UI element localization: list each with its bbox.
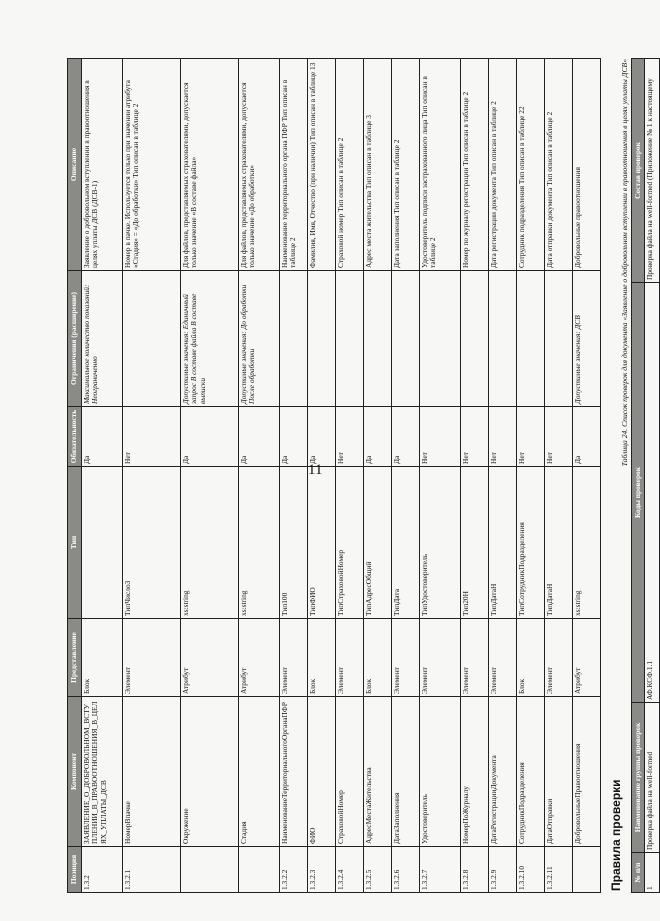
cell-component: ДатаЗаполнения <box>392 697 420 847</box>
table-row <box>573 59 601 893</box>
cell-component: Стадия <box>239 697 280 847</box>
cell-position: 1.3.2.5 <box>364 847 392 893</box>
cell-type: ТипДата <box>392 467 420 619</box>
cell-representation: Элемент <box>420 619 461 697</box>
cell-type: xs:string <box>573 467 601 619</box>
cell-required: Да <box>392 407 420 467</box>
cell-representation: Элемент <box>545 619 573 697</box>
cell-limits <box>420 271 461 407</box>
cell-description: Дата отправки документа Тип описан в таблице 2 <box>545 59 573 271</box>
rules-row <box>645 59 660 893</box>
rules-header-row <box>632 59 645 893</box>
cell-component: НаименованиеТерриториальногоОрганаПФР <box>280 697 308 847</box>
cell-type: xs:string <box>239 467 280 619</box>
cell-limits <box>280 271 308 407</box>
cell-component: ДатаРегистрацииДокумента <box>489 697 517 847</box>
page-number: 11 <box>308 462 323 478</box>
cell-component: ФИО <box>308 697 336 847</box>
col-header-component: Компонент <box>68 697 82 847</box>
cell-component: СтраховойНомер <box>336 697 364 847</box>
cell-representation: Атрибут <box>181 619 239 697</box>
cell-representation: Блок <box>308 619 336 697</box>
cell-limits <box>364 271 392 407</box>
cell-required: Нет <box>420 407 461 467</box>
cell-description: Страховой номер Тип описан в таблице 2 <box>336 59 364 271</box>
cell-representation: Атрибут <box>573 619 601 697</box>
col-header-representation: Представление <box>68 619 82 697</box>
table-row <box>420 59 461 893</box>
cell-limits <box>461 271 489 407</box>
rules-col-header-desc: Состав проверок <box>632 59 645 283</box>
cell-position: 1.3.2.9 <box>489 847 517 893</box>
rules-cell-num: 1 <box>645 853 660 893</box>
cell-required: Да <box>239 407 280 467</box>
cell-type: ТипСтраховойНомер <box>336 467 364 619</box>
cell-representation: Элемент <box>280 619 308 697</box>
cell-position <box>181 847 239 893</box>
cell-limits <box>336 271 364 407</box>
cell-limits <box>308 271 336 407</box>
cell-description: Для файлов, представляемых страхователями, допускается только значение «В составе файла» <box>181 59 239 271</box>
cell-representation: Элемент <box>489 619 517 697</box>
rules-col-header-codes: Коды проверок <box>632 283 645 703</box>
rules-cell-codes: АФ.КСФ.1.1 <box>645 283 660 703</box>
cell-component: НомерВпачке <box>123 697 181 847</box>
cell-limits <box>517 271 545 407</box>
col-header-limits: Ограничения (расширение) <box>68 271 82 407</box>
rules-col-header-name: Наименование группы проверок <box>632 703 645 853</box>
cell-type: Тип100 <box>280 467 308 619</box>
cell-type: xs:string <box>181 467 239 619</box>
cell-description: Адрес места жительства Тип описан в таблице 3 <box>364 59 392 271</box>
cell-type: ТипФИО <box>308 467 336 619</box>
cell-required: Да <box>82 407 123 467</box>
cell-required: Да <box>364 407 392 467</box>
cell-type: ТипСотрудникПодразделения <box>517 467 545 619</box>
cell-description: Сотрудник подразделения Тип описан в таблице 22 <box>517 59 545 271</box>
cell-required: Да <box>181 407 239 467</box>
cell-representation: Атрибут <box>239 619 280 697</box>
cell-position: 1.3.2.10 <box>517 847 545 893</box>
table-row <box>545 59 573 893</box>
cell-position: 1.3.2.1 <box>123 847 181 893</box>
cell-description: Заявление о добровольном вступлении в правоотношения в целях уплаты ДСВ (ДСВ-1) <box>82 59 123 271</box>
cell-limits <box>545 271 573 407</box>
cell-representation: Элемент <box>392 619 420 697</box>
rules-table <box>631 58 660 893</box>
cell-component: НомерПоЖурналу <box>461 697 489 847</box>
cell-limits: Максимальное количество показаний: Неограниченно <box>82 271 123 407</box>
cell-position: 1.3.2.4 <box>336 847 364 893</box>
table-row <box>280 59 308 893</box>
section-title: Правила проверки <box>609 779 623 891</box>
cell-position <box>239 847 280 893</box>
table-row <box>239 59 280 893</box>
rules-col-header-num: № п/п <box>632 853 645 893</box>
cell-description: Наименование территориального органа ПФР Тип описан в таблице 2 <box>280 59 308 271</box>
cell-representation: Элемент <box>336 619 364 697</box>
cell-position: 1.3.2.11 <box>545 847 573 893</box>
cell-component: СотрудникПодразделения <box>517 697 545 847</box>
cell-type <box>82 467 123 619</box>
cell-limits: Допустимые значения: Единичный запрос В составе файла В составе выписки <box>181 271 239 407</box>
cell-position: 1.3.2.6 <box>392 847 420 893</box>
cell-component: АдресМестаЖительства <box>364 697 392 847</box>
cell-description: Номер по журналу регистрации Тип описан в таблице 2 <box>461 59 489 271</box>
cell-component: ДобровольныеПравоотношения <box>573 697 601 847</box>
table-row <box>392 59 420 893</box>
rotated-content <box>67 59 655 893</box>
cell-required: Нет <box>123 407 181 467</box>
table-row <box>364 59 392 893</box>
cell-required: Нет <box>489 407 517 467</box>
cell-type: ТипДатаН <box>545 467 573 619</box>
cell-representation: Блок <box>364 619 392 697</box>
cell-required: Да <box>573 407 601 467</box>
cell-component: ЗАЯВЛЕНИЕ_О_ДОБРОВОЛЬНОМ_ВСТУПЛЕНИИ_В_ПРАВООТНОШЕНИЯ_В_ЦЕЛЯХ_УПЛАТЫ_ДСВ <box>82 697 123 847</box>
cell-type: ТипЧисло3 <box>123 467 181 619</box>
col-header-required: Обязательность <box>68 407 82 467</box>
cell-type: ТипАдресОбщий <box>364 467 392 619</box>
cell-description: Дата регистрации документа Тип описан в таблице 2 <box>489 59 517 271</box>
cell-representation: Блок <box>517 619 545 697</box>
cell-component: ДатаОтправки <box>545 697 573 847</box>
cell-description: Удостоверитель подписи застрахованного лица Тип описан в таблице 2 <box>420 59 461 271</box>
cell-required: Нет <box>336 407 364 467</box>
cell-component: Окружение <box>181 697 239 847</box>
cell-description: Дата заполнения Тип описан в таблице 2 <box>392 59 420 271</box>
table-row <box>82 59 123 893</box>
rules-cell-name: Проверка файла на well-formed <box>645 703 660 853</box>
table-row <box>517 59 545 893</box>
cell-limits <box>123 271 181 407</box>
cell-position: 1.3.2.8 <box>461 847 489 893</box>
cell-position: 1.3.2 <box>82 847 123 893</box>
table-row <box>308 59 336 893</box>
cell-limits <box>392 271 420 407</box>
rules-cell-desc: Проверка файла на well-formed (Приложение № 1 к настоящему <box>645 59 660 283</box>
cell-representation: Элемент <box>461 619 489 697</box>
cell-position: 1.3.2.2 <box>280 847 308 893</box>
cell-required: Нет <box>517 407 545 467</box>
cell-position <box>573 847 601 893</box>
cell-position: 1.3.2.3 <box>308 847 336 893</box>
cell-required: Да <box>308 407 336 467</box>
cell-limits: Допустимые значения: До обработки После обработки <box>239 271 280 407</box>
table-row <box>461 59 489 893</box>
cell-description: Для файлов, представляемых страхователями, допускается только значение «До обработки» <box>239 59 280 271</box>
components-table <box>67 58 601 893</box>
table-row <box>123 59 181 893</box>
table-header-row <box>68 59 82 893</box>
col-header-type: Тип <box>68 467 82 619</box>
col-header-description: Описание <box>68 59 82 271</box>
cell-limits: Допустимые значения: ДСВ <box>573 271 601 407</box>
cell-position: 1.3.2.7 <box>420 847 461 893</box>
cell-representation: Блок <box>82 619 123 697</box>
cell-limits <box>489 271 517 407</box>
col-header-position: Позиция <box>68 847 82 893</box>
cell-type: Тип20Н <box>461 467 489 619</box>
cell-description: Фамилия, Имя, Отчество (при наличии) Тип описан в таблице 13 <box>308 59 336 271</box>
cell-description: Добровольные правоотношения <box>573 59 601 271</box>
cell-required: Нет <box>545 407 573 467</box>
cell-type: ТипДатаН <box>489 467 517 619</box>
table-row <box>181 59 239 893</box>
table-row <box>336 59 364 893</box>
cell-component: Удостоверитель <box>420 697 461 847</box>
cell-required: Нет <box>461 407 489 467</box>
cell-required: Да <box>280 407 308 467</box>
table-row <box>489 59 517 893</box>
cell-description: Номер в пачке. Используется только при значении атрибута «Стадия» = «До обработки» Тип описан в таблице 2 <box>123 59 181 271</box>
cell-representation: Элемент <box>123 619 181 697</box>
cell-type: ТипУдостоверитель <box>420 467 461 619</box>
table-caption: Таблица 24. Список проверок для документа «Заявление о добровольном вступлении в правоотношения в целях уплаты ДСВ» <box>620 59 629 467</box>
